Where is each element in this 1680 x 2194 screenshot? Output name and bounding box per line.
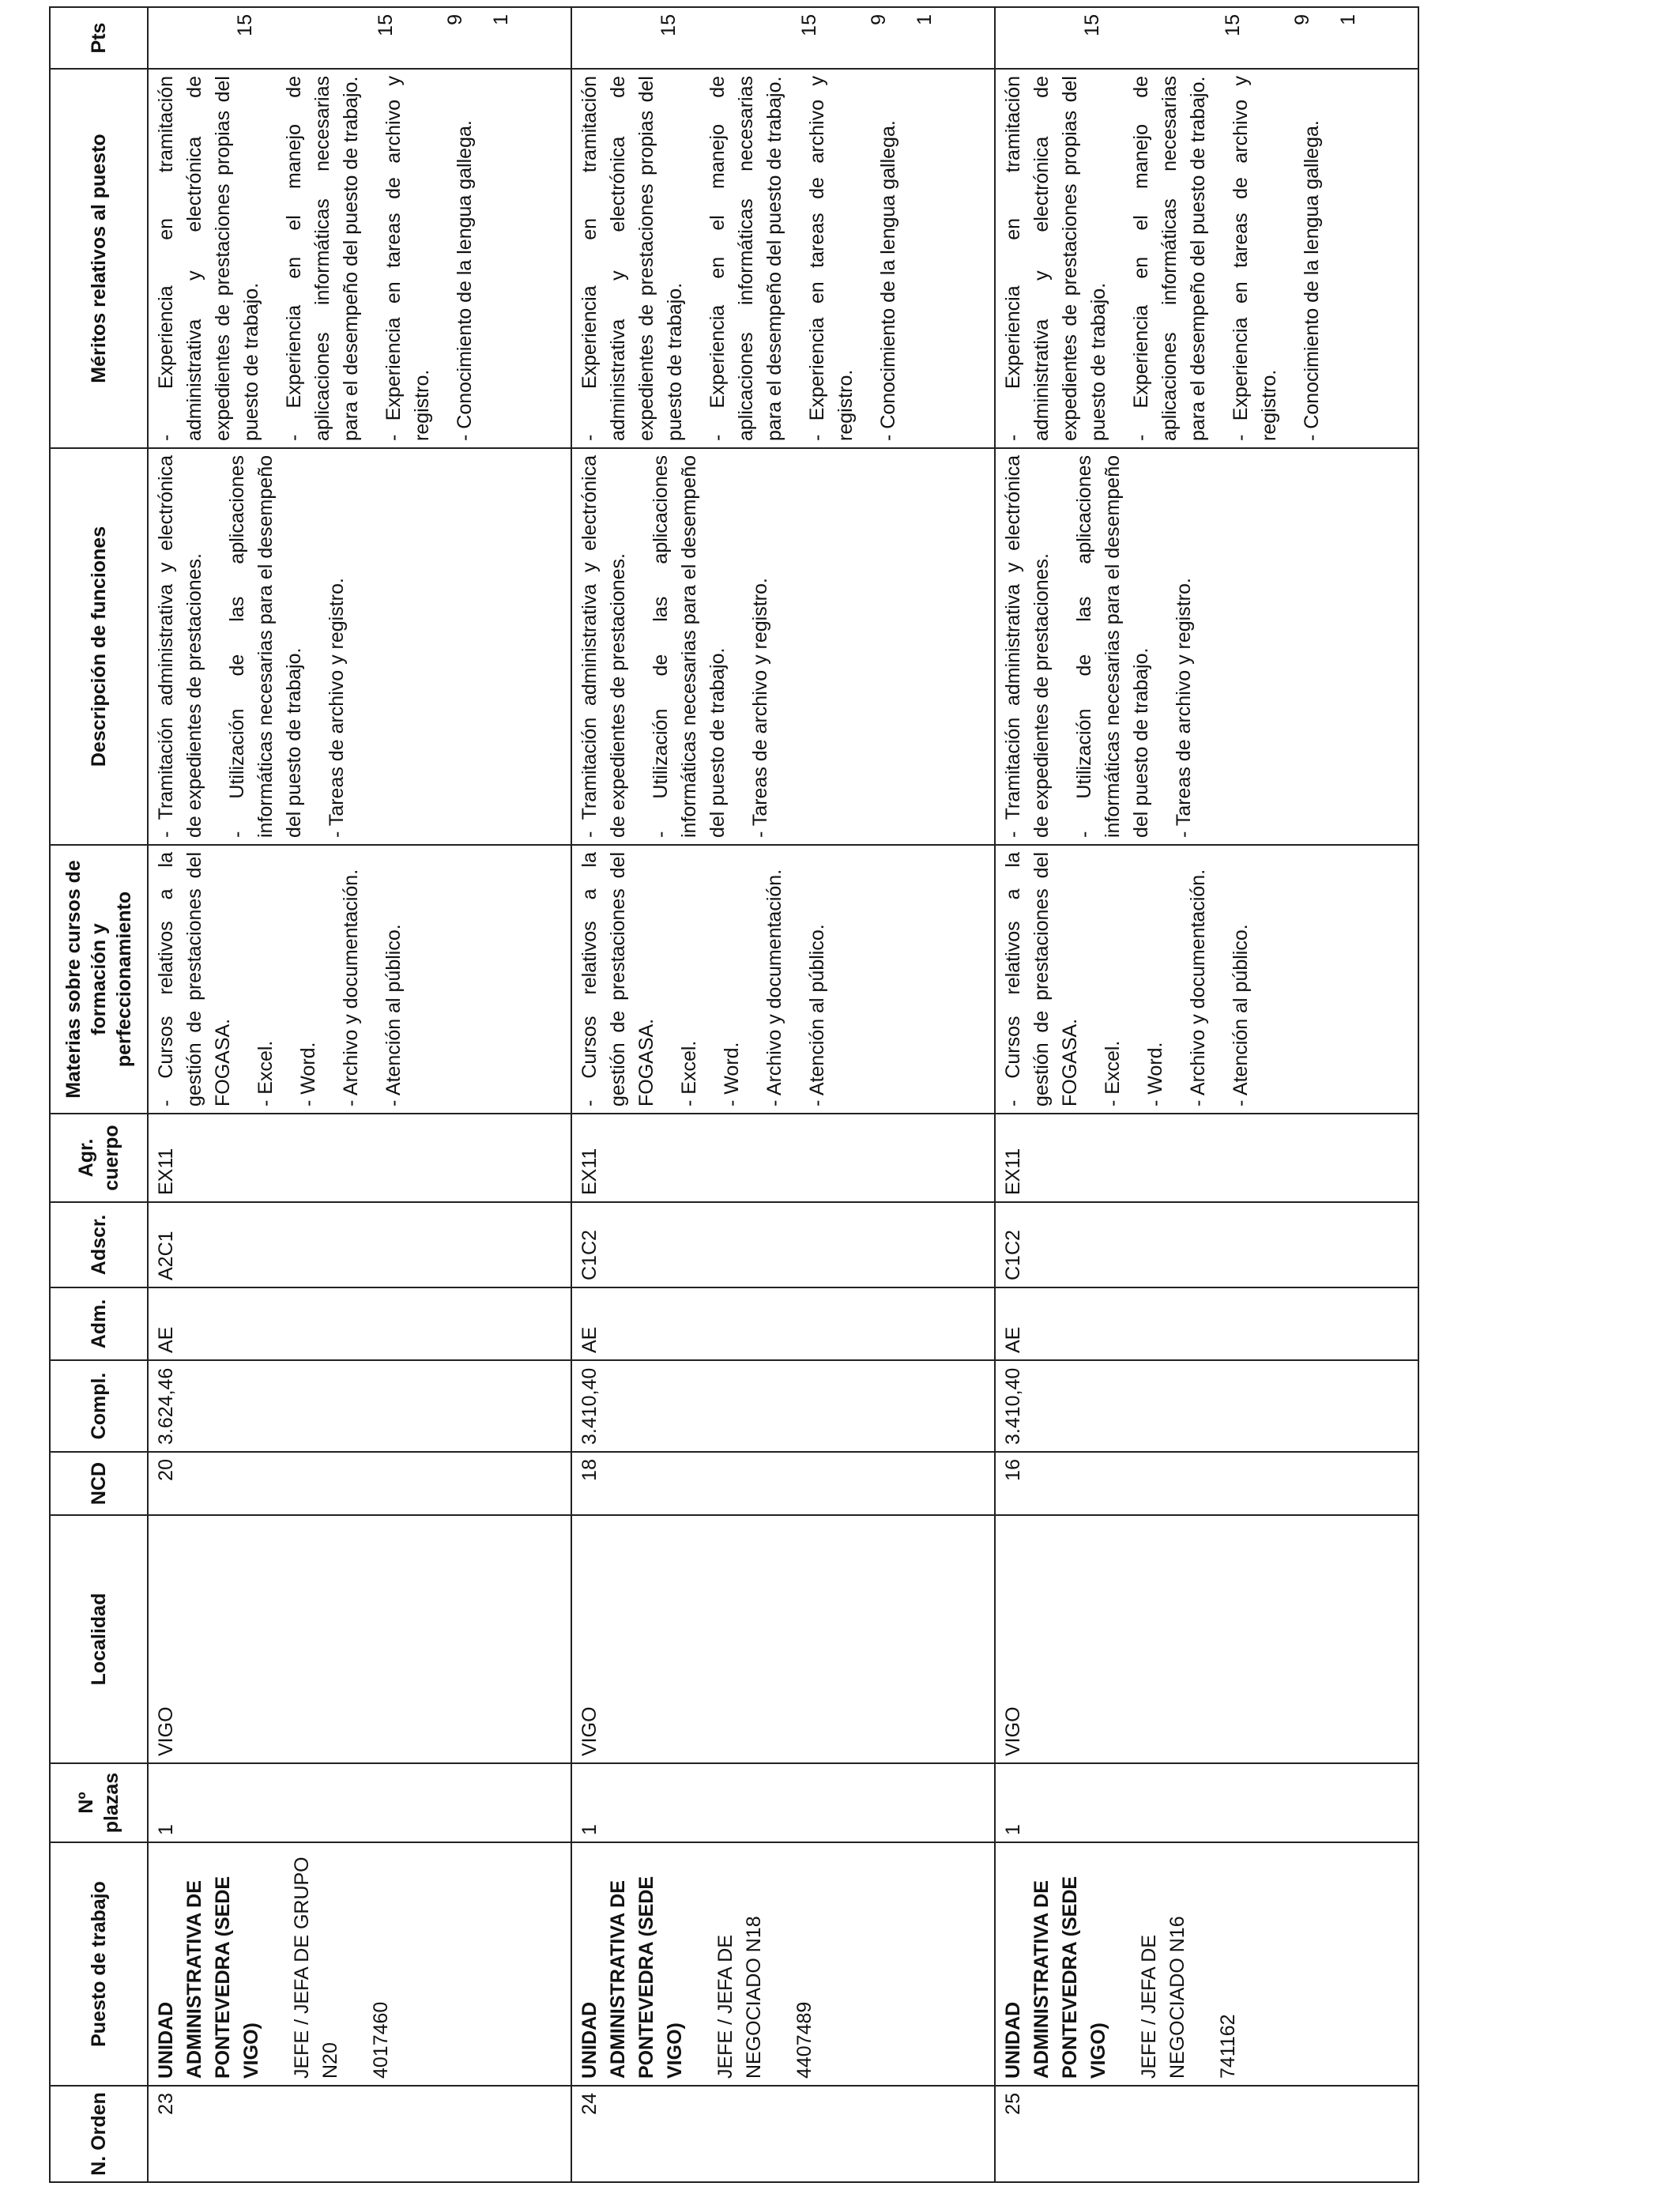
cell-agr: EX11 [148, 1114, 571, 1202]
materia-item: - Excel. [254, 1040, 277, 1106]
merito-item: - Experiencia en el manejo de aplicaciones informáticas necesarias para el desempeño del puesto de trabajo. [1130, 76, 1209, 441]
merito-item: - Experiencia en tramitación administrativa y electrónica de expedientes de prestaciones propias del puesto de trabajo. [155, 76, 262, 441]
header-orden: N. Orden [50, 2086, 148, 2182]
merito-item: - Experiencia en tareas de archivo y registro. [382, 76, 433, 441]
materia-item: - Word. [1144, 1042, 1166, 1106]
pts-value: 15 [375, 14, 397, 36]
funcion-item: - Tareas de archivo y registro. [749, 578, 771, 838]
materia-item: - Word. [721, 1042, 743, 1106]
unidad-name: UNIDAD ADMINISTRATIVA DE PONTEVEDRA (SEDE VIGO) [1002, 1875, 1109, 2079]
merito-item: - Experiencia en el manejo de aplicaciones informáticas necesarias para el desempeño del puesto de trabajo. [706, 76, 785, 441]
pts-value: 15 [1222, 14, 1244, 36]
header-ncd: NCD [50, 1452, 148, 1515]
cell-funciones [571, 448, 995, 845]
funcion-item: - Tramitación administrativa y electrónica de expedientes de prestaciones. [578, 455, 629, 838]
cell-localidad: VIGO [571, 1515, 995, 1763]
cell-agr: EX11 [571, 1114, 995, 1202]
materia-item: - Excel. [678, 1040, 700, 1106]
merito-item: - Experiencia en tramitación administrativa y electrónica de expedientes de prestaciones propias del puesto de trabajo. [578, 76, 686, 441]
materia-item: - Cursos relativos a la gestión de prestaciones del FOGASA. [578, 852, 657, 1106]
materia-item: - Word. [297, 1042, 319, 1106]
funcion-item: - Tareas de archivo y registro. [326, 578, 348, 838]
materia-item: - Archivo y documentación. [1187, 869, 1209, 1106]
merito-item: - Experiencia en tareas de archivo y registro. [1230, 76, 1280, 441]
funcion-item: - Utilización de las aplicaciones informáticas necesarias para el desempeño del puesto de trabajo. [650, 455, 729, 838]
pts-value: 15 [657, 14, 680, 36]
cell-materias [571, 845, 995, 1114]
materia-item: - Cursos relativos a la gestión de prestaciones del FOGASA. [155, 852, 234, 1106]
cell-ncd: 18 [571, 1452, 995, 1515]
funcion-item: - Tramitación administrativa y electrónica de expedientes de prestaciones. [155, 455, 205, 838]
cell-adscr: C1C2 [571, 1202, 995, 1287]
merito-item: - Conocimiento de la lengua gallega. [454, 120, 476, 441]
puesto-code: 4017460 [370, 2001, 392, 2079]
cell-puesto [571, 1842, 995, 2086]
merito-item: - Conocimiento de la lengua gallega. [877, 120, 899, 441]
cell-adscr: C1C2 [995, 1202, 1418, 1287]
cell-ncd: 16 [995, 1452, 1418, 1515]
cell-plazas: 1 [995, 1763, 1418, 1842]
materia-item: - Atención al público. [382, 924, 405, 1106]
table-row [148, 7, 571, 2182]
pts-value: 15 [234, 14, 256, 36]
cell-funciones [995, 448, 1418, 845]
materia-item: - Atención al público. [1230, 924, 1252, 1106]
funcion-item: - Utilización de las aplicaciones informáticas necesarias para el desempeño del puesto de trabajo. [226, 455, 305, 838]
pts-value: 15 [1081, 14, 1103, 36]
pts-value: 9 [444, 14, 466, 25]
cell-materias [148, 845, 571, 1114]
cell-adscr: A2C1 [148, 1202, 571, 1287]
cell-ncd: 20 [148, 1452, 571, 1515]
merito-item: - Conocimiento de la lengua gallega. [1301, 120, 1323, 441]
header-localidad: Localidad [50, 1515, 148, 1763]
header-materias: Materias sobre cursos de formación y perfeccionamiento [50, 845, 148, 1114]
funcion-item: - Utilización de las aplicaciones informáticas necesarias para el desempeño del puesto de trabajo. [1073, 455, 1152, 838]
materia-item: - Archivo y documentación. [340, 869, 362, 1106]
header-pts: Pts [50, 7, 148, 69]
cell-orden: 23 [148, 2086, 571, 2182]
puesto-name: JEFE / JEFA DE GRUPO N20 [291, 1857, 341, 2079]
puesto-code: 741162 [1217, 2014, 1239, 2079]
cell-adm: AE [148, 1287, 571, 1360]
rotated-table-wrapper [49, 8, 1394, 2183]
header-meritos: Méritos relativos al puesto [50, 69, 148, 448]
cell-puesto [148, 1842, 571, 2086]
funcion-item: - Tramitación administrativa y electrónica de expedientes de prestaciones. [1002, 455, 1053, 838]
header-adscr: Adscr. [50, 1202, 148, 1287]
cell-plazas: 1 [571, 1763, 995, 1842]
merito-item: - Experiencia en tareas de archivo y registro. [806, 76, 857, 441]
cell-plazas: 1 [148, 1763, 571, 1842]
unidad-name: UNIDAD ADMINISTRATIVA DE PONTEVEDRA (SEDE VIGO) [155, 1875, 262, 2079]
funcion-item: - Tareas de archivo y registro. [1173, 578, 1195, 838]
materia-item: - Excel. [1102, 1040, 1124, 1106]
header-row [50, 7, 148, 2182]
header-compl: Compl. [50, 1360, 148, 1452]
merito-item: - Experiencia en el manejo de aplicaciones informáticas necesarias para el desempeño del puesto de trabajo. [283, 76, 362, 441]
puesto-code: 4407489 [793, 2001, 816, 2079]
cell-localidad: VIGO [148, 1515, 571, 1763]
cell-compl: 3.624,46 [148, 1360, 571, 1452]
pts-value: 9 [868, 14, 890, 25]
positions-table [49, 6, 1419, 2183]
materia-item: - Cursos relativos a la gestión de prestaciones del FOGASA. [1002, 852, 1081, 1106]
cell-adm: AE [995, 1287, 1418, 1360]
cell-pts [571, 7, 995, 69]
materia-item: - Atención al público. [806, 924, 828, 1106]
cell-materias [995, 845, 1418, 1114]
table-row [571, 7, 995, 2182]
pts-value: 1 [1337, 14, 1359, 25]
puesto-name: JEFE / JEFA DE NEGOCIADO N18 [714, 1916, 765, 2079]
cell-compl: 3.410,40 [995, 1360, 1418, 1452]
cell-pts [995, 7, 1418, 69]
materia-item: - Archivo y documentación. [763, 869, 785, 1106]
header-agr: Agr. cuerpo [50, 1114, 148, 1202]
cell-meritos [148, 69, 571, 448]
header-adm: Adm. [50, 1287, 148, 1360]
header-puesto: Puesto de trabajo [50, 1842, 148, 2086]
pts-value: 9 [1291, 14, 1313, 25]
header-funciones: Descripción de funciones [50, 448, 148, 845]
pts-value: 1 [490, 14, 512, 25]
pts-value: 15 [798, 14, 820, 36]
cell-localidad: VIGO [995, 1515, 1418, 1763]
unidad-name: UNIDAD ADMINISTRATIVA DE PONTEVEDRA (SEDE VIGO) [578, 1875, 686, 2079]
header-plazas: Nº plazas [50, 1763, 148, 1842]
puesto-name: JEFE / JEFA DE NEGOCIADO N16 [1138, 1916, 1188, 2079]
cell-puesto [995, 1842, 1418, 2086]
table-row [995, 7, 1418, 2182]
cell-compl: 3.410,40 [571, 1360, 995, 1452]
merito-item: - Experiencia en tramitación administrativa y electrónica de expedientes de prestaciones propias del puesto de trabajo. [1002, 76, 1109, 441]
cell-meritos [571, 69, 995, 448]
cell-orden: 25 [995, 2086, 1418, 2182]
cell-agr: EX11 [995, 1114, 1418, 1202]
cell-meritos [995, 69, 1418, 448]
pts-value: 1 [913, 14, 936, 25]
cell-pts [148, 7, 571, 69]
cell-adm: AE [571, 1287, 995, 1360]
cell-funciones [148, 448, 571, 845]
cell-orden: 24 [571, 2086, 995, 2182]
